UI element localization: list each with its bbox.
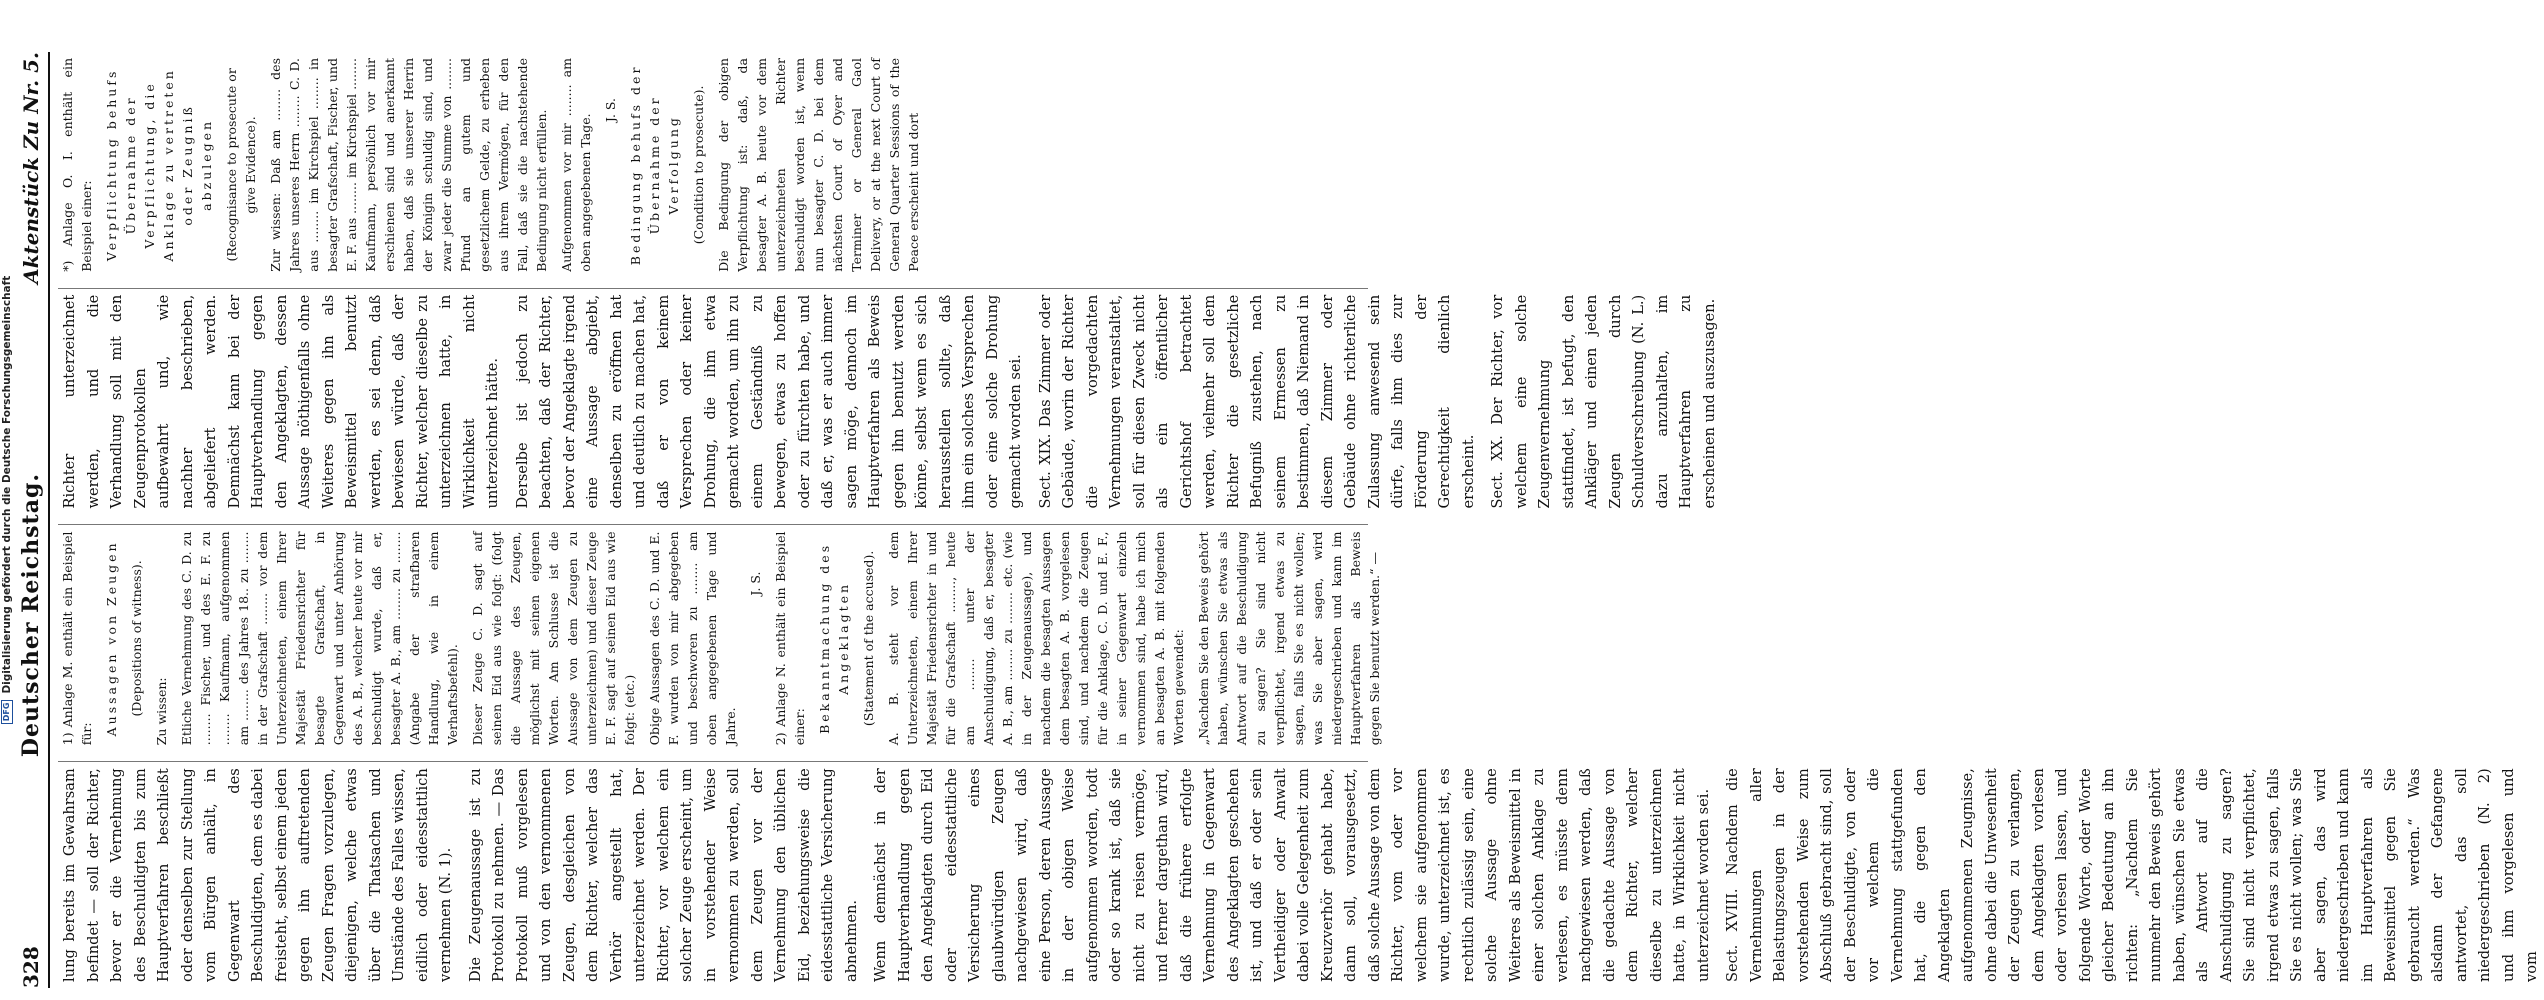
- digitization-footer: [0, 0, 14, 1000]
- paragraph: lung bereits im Gewahrsam befindet — soll der Richter, bevor er die Vernehmung des Beschuldigten bis zum Hauptverfahren beschließt oder denselben zur Stellung vom Bürgen anhält, in Gegenwart des Beschuldigten, dem es dabei freisteht, selbst einem jeden gegen ihn auftretenden Zeugen Fragen vorzulegen, diejenigen, welche etwas über die Thatsachen und Umstände des Falles wissen, eidlich oder eidesstattlich vernehmen (N. 1).: [61, 768, 454, 982]
- paragraph-sect-xix: Sect. XIX. Das Zimmer oder Gebäude, worin der Richter die vorgedachten Vernehmungen veranstaltet, soll für diesen Zweck nicht als ein öffentlicher Gerichtshof betrachtet werden, vielmehr soll dem Richter die gesetzliche Befugniß zustehen, nach seinem Ermessen zu bestimmen, daß Niemand in diesem Zimmer oder Gebäude ohne richterliche Zulassung anwesend sein dürfe, falls ihm dies zur Förderung der Gerechtigkeit dienlich erscheint.: [1036, 294, 1477, 509]
- signature: J. S.: [603, 98, 618, 123]
- footer-text: Digitalisierung gefördert durch die Deutsche Forschungsgemeinschaft: [1, 275, 13, 694]
- paragraph-sect-xx: Sect. XX. Der Richter, vor welchem eine solche Zeugenvernehmung stattfindet, ist befugt, den Ankläger und einen jeden Zeugen durch Schuldverschreibung (N. L.) dazu anzuhalten, im Hauptverfahren zu erscheinen und auszusagen.: [1489, 294, 1718, 509]
- footnote-heading: Verpflichtung behufs Übernahme der Verpflichtung, die Anklage zu vertreten oder Zeugniß abzulegen: [104, 68, 214, 262]
- running-title: Deutscher Reichstag.: [18, 472, 44, 758]
- footnote-heading: Bedingung behufs der Übernahme der Verfolgung: [628, 64, 681, 266]
- column-3: [58, 288, 1718, 515]
- dfg-logo-icon: DFG: [1, 700, 13, 725]
- page-header: [18, 52, 50, 988]
- paragraph: Die Zeugenaussage ist zu Protokoll zu nehmen. — Das Protokoll muß vorgelesen und von den vernommenen Zeugen, desgleichen von dem Richter, welcher das Verhör angestellt hat, unterzeichnet werden. Der Richter, vor welchem ein solcher Zeuge erscheint, um in vorstehender Weise vernommen zu werden, soll dem Zeugen vor der Vernehmung den üblichen Eid, beziehungsweise die eidesstattliche Versicherung abnehmen.: [466, 768, 860, 982]
- document-page: [10, 40, 2540, 1000]
- text-columns: [58, 52, 2540, 988]
- footnote-text: Obige Aussagen des C. D. und E. F. wurden von mir abgegeben und beschworen zu ........ am oben angegebenen Tage und Jahre.: [647, 531, 738, 746]
- column-1: [58, 761, 2540, 988]
- footnote-subheading: (Recognisance to prosecute or give Evidence).: [224, 68, 258, 262]
- footnote-3-intro: *) Anlage O. I. enthält ein Beispiel einer:: [60, 58, 94, 272]
- column-2: [58, 525, 1382, 752]
- footnote-subheading: (Depositions of witness).: [129, 560, 144, 717]
- column-4: [58, 52, 1368, 278]
- footnote-text: Etliche Vernehmung des C. D. zu ........ Fischer, und des E. F. zu ........ Kaufmann, aufgenommen am ........ des Jahres 18.. zu ........ in der Grafschaft ........ vor dem Unterzeichneten, einem Ihrer Majestät Friedensrichter für besagte Grafschaft, in Gegenwart und unter Anhörung des A. B., welcher heute vor mir beschuldigt wurde, daß er, besagter A. B., am ........ zu ........ (Angabe der strafbaren Handlung, wie in einem Verhaftsbefehl).: [179, 531, 460, 746]
- footnote-heading: Bekanntmachung des Angeklagten: [817, 542, 851, 734]
- footnote-subheading: (Statement of the accused).: [861, 550, 876, 727]
- footnote-2-intro: 2) Anlage N. enthält ein Beispiel einer:: [773, 531, 807, 746]
- paragraph: Richter unterzeichnet werden, und die Verhandlung soll mit den Zeugenprotokollen aufbewahrt und, wie nachher beschrieben, abgeliefert werden. Demnächst kann bei der Hauptverhandlung gegen den Angeklagten, dessen Aussage nöthigenfalls ohne Weiteres gegen ihn als Beweismittel benutzt werden, es sei denn, daß bewiesen würde, daß der Richter, welcher dieselbe zu unterzeichnen hatte, in Wirklichkeit nicht unterzeichnet hätte.: [61, 294, 501, 509]
- footnote-text: Die Bedingung der obigen Verpflichtung ist: daß, da besagter A. B. heute vor dem unterzeichneten Richter beschuldigt worden ist, wenn nun besagter C. D. bei dem nächsten Court of Oyer and Terminer or General Gaol Delivery, or at the next Court of General Quarter Sessions of the Peace erscheint und dort: [716, 58, 921, 272]
- running-reference: Aktenstück Zu Nr. 5.: [19, 52, 43, 284]
- paragraph: Derselbe ist jedoch zu beachten, daß der Richter, bevor der Angeklagte irgend eine Aussage abgiebt, denselben zu eröffnen hat und deutlich zu machen hat, daß er von keinem Versprechen oder keiner Drohung, die ihm etwa gemacht worden, um ihn zu einem Geständniß zu bewegen, etwas zu hoffen oder zu fürchten habe, und daß er, was er auch immer sagen möge, dennoch im Hauptverfahren als Beweis gegen ihn benutzt werden könne, selbst wenn es sich herausstellen sollte, daß ihm ein solches Versprechen oder eine solche Drohung gemacht worden sei.: [513, 294, 1024, 509]
- footnote-text: A. B. steht vor dem Unterzeichneten, einem Ihrer Majestät Friedensrichter in und für die Grafschaft ........, heute am ........ unter der Anschuldigung, daß er, besagter A. B., am ........ zu ........ etc. (wie in der Zeugenaussage), und nachdem die besagten Aussagen dem besagten A. B. vorgelesen sind, und nachdem die Zeugen für die Anklage, C. D. und E. F., in seiner Gegenwart einzeln vernommen sind, habe ich mich an besagten A. B. mit folgenden Worten gewendet:: [886, 531, 1186, 746]
- footnote-text: Aufgenommen vor mir ........ am oben angegebenen Tage.: [559, 58, 593, 272]
- footnote-text: Zur wissen: Daß am ........ des Jahres unseres Herrn ........ C. D. aus ........ im Kirchspiel ........ in besagter Grafschaft, Fischer, und E. F. aus ........ im Kirchspiel ........ Kaufmann, persönlich vor mir erschienen sind und anerkannt haben, daß sie unserer Herrin der Königin schuldig sind, und zwar jeder die Summe von ........ Pfund an gutem und gesetzlichem Gelde, zu erheben aus ihrem Vermögen, für den Fall, daß sie die nachstehende Bedingung nicht erfüllen.: [268, 58, 549, 272]
- paragraph: Wenn demnächst in der Hauptverhandlung gegen den Angeklagten durch Eid oder eidesstattliche Versicherung eines glaubwürdigen Zeugen nachgewiesen wird, daß eine Person, deren Aussage in der obigen Weise aufgenommen worden, todt oder so krank ist, daß sie nicht zu reisen vermöge, und ferner dargethan wird, daß die frühere erfolgte Vernehmung in Gegenwart des Angeklagten geschehen ist, und daß er oder sein Vertheidiger oder Anwalt dabei volle Gelegenheit zum Kreuzverhör gehabt habe, dann soll, vorausgesetzt, daß solche Aussage von dem Richter, vom oder vor welchem sie aufgenommen wurde, unterzeichnet ist, es rechtlich zulässig sein, eine solche Aussage ohne Weiteres als Beweismittel in einer solchen Anklage zu verlesen, es müsste denn nachgewiesen werden, daß die gedachte Aussage von dem Richter, welcher dieselbe zu unterzeichnen hatte, in Wirklichkeit nicht unterzeichnet worden sei.: [872, 768, 1712, 982]
- signature: J. S.: [748, 571, 763, 596]
- footnote-text: Dieser Zeuge C. D. sagt auf seinen Eid aus wie folgt: (folgt die Aussage des Zeugen, möglichst mit seinen eigenen Worten. Am Schlusse ist die Aussage von dem Zeugen zu unterzeichnen) und dieser Zeuge E. F. sagt auf seinen Eid aus wie folgt: (etc.): [470, 531, 637, 746]
- footnote-subheading: (Condition to prosecute).: [691, 85, 706, 245]
- paragraph-sect-xviii: Sect. XVIII. Nachdem die Vernehmungen aller Belastungszeugen in der vorstehenden Weise zum Abschluß gebracht sind, soll der Beschuldigte, von oder vor welchem die Vernehmung stattgefunden hat, die gegen den Angeklagten aufgenommenen Zeugnisse, ohne dabei die Unwesenheit der Zeugen zu verlangen, dem Angeklagten vorlesen oder vorlesen lassen, und folgende Worte, oder Worte gleicher Bedeutung an ihn richten: „Nachdem Sie nunmehr den Beweis gehört haben, wünschen Sie etwas als Antwort auf die Anschuldigung zu sagen? Sie sind nicht verpflichtet, irgend etwas zu sagen, falls Sie es nicht wollen; was Sie aber sagen, das wird niedergeschrieben und kann im Hauptverfahren als Beweismittel gegen Sie gebraucht werden.“ Was alsdann der Gefangene antwortet, das soll niedergeschrieben (N. 2) und ihm vorgelesen und vom: [1724, 768, 2540, 982]
- footnote-text: „Nachdem Sie den Beweis gehört haben, wünschen Sie etwas als Antwort auf die Beschuldigung zu sagen? Sie sind nicht verpflichtet, irgend etwas zu sagen, falls Sie es nicht wollen; was Sie aber sagen, wird niedergeschrieben und kann im Hauptverfahren als Beweis gegen Sie benutzt werden.“ —: [1196, 531, 1382, 746]
- footnote-heading: Aussagen von Zeugen: [104, 540, 119, 737]
- page-number: 328: [19, 946, 43, 988]
- footnote-1-intro: 1) Anlage M. enthält ein Beispiel für:: [60, 531, 94, 746]
- footnote-text: Zu wissen:: [154, 677, 169, 746]
